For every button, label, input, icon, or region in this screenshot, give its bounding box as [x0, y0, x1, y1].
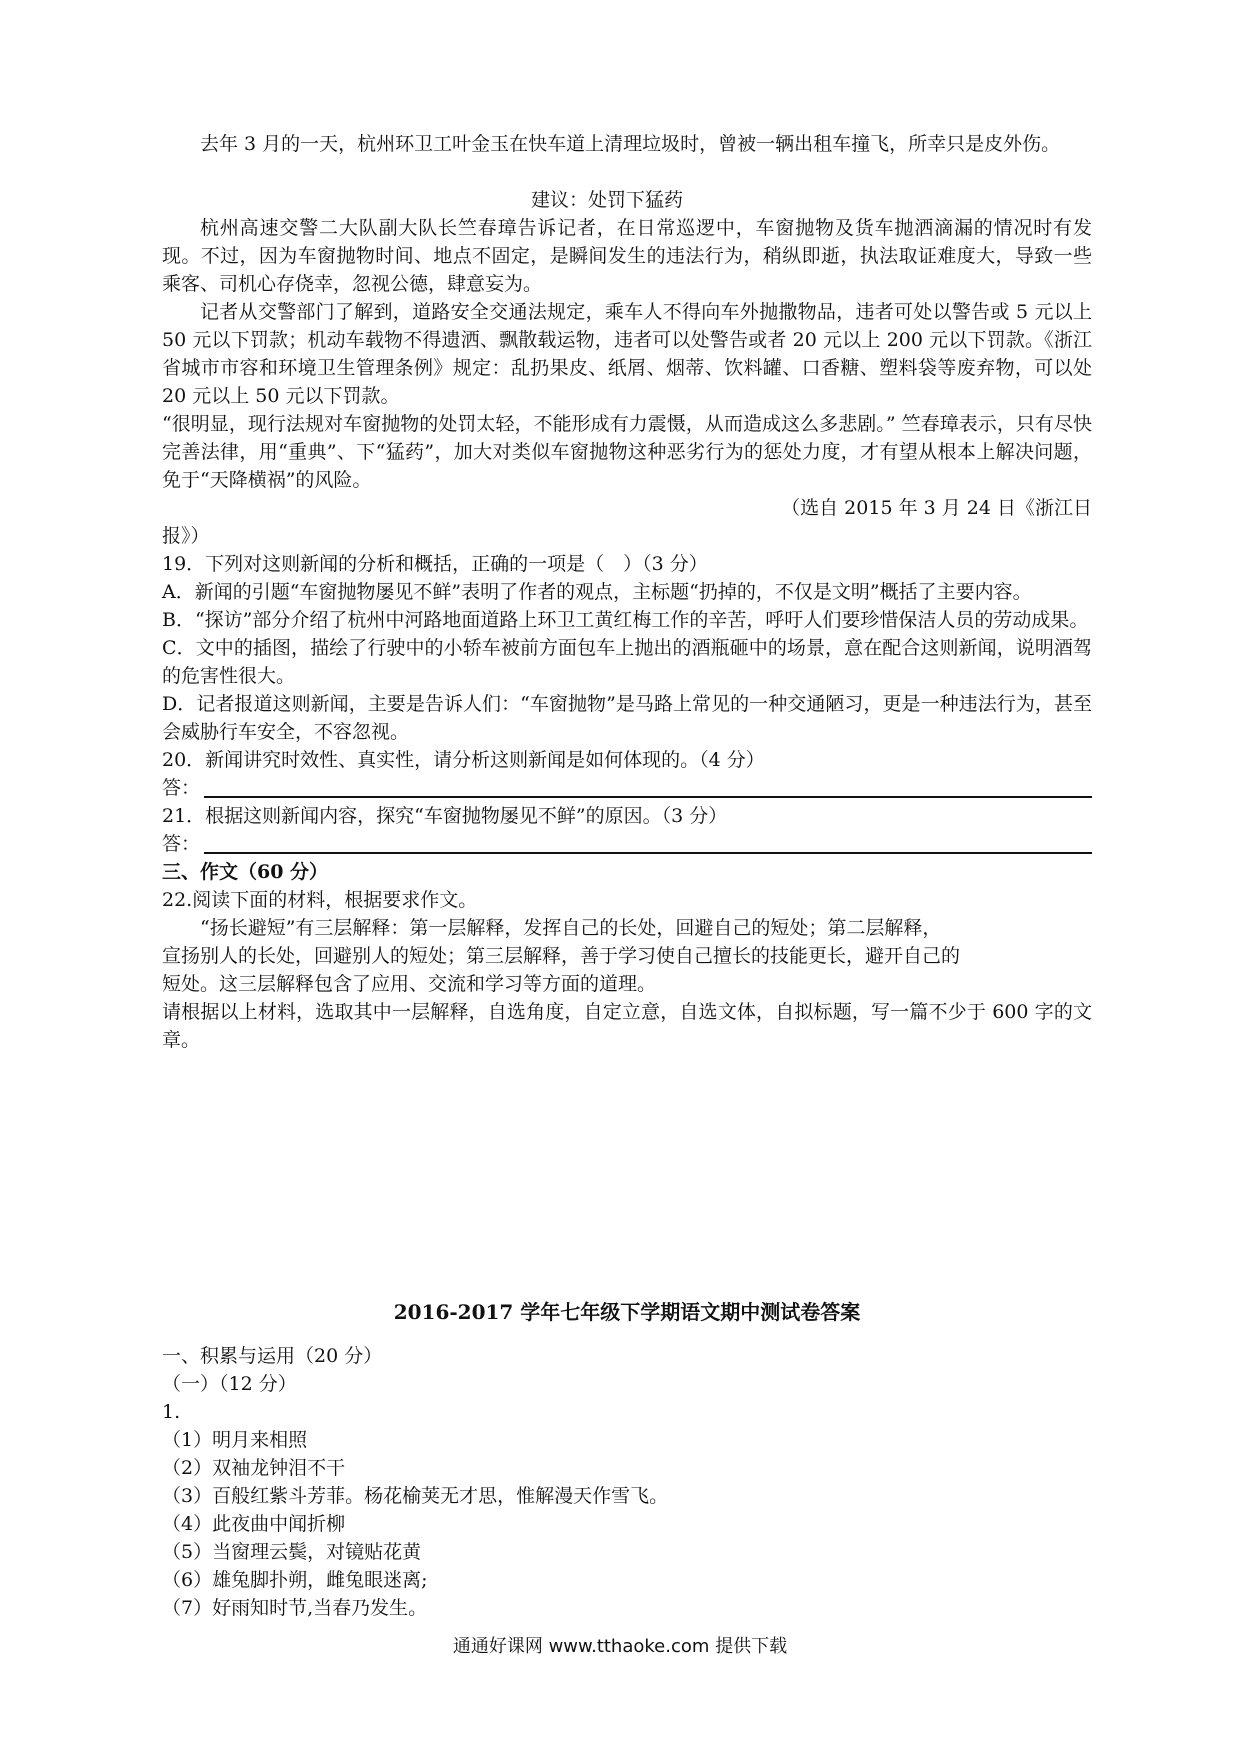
paragraph-3: “很明显，现行法规对车窗抛物的处罚太轻，不能形成有力震慑，从而造成这么多悲剧。” 竺春璋表示，只有尽快完善法律，用“重典”、下“猛药”，加大对类似车窗抛物这种恶劣行为的惩处力度，才有望从根本上解决问题，免于“天降横祸”的风险。 — [162, 413, 1092, 491]
source-line-2: 报》） — [162, 525, 210, 547]
answer-item: （5）当窗理云鬓，对镜贴花黄 — [162, 1541, 422, 1563]
material-line-1: “扬长避短”有三层解释：第一层解释，发挥自己的长处，回避自己的短处；第二层解释， — [200, 917, 942, 939]
answer-item: （1）明月来相照 — [162, 1429, 308, 1451]
answer-item: （4）此夜曲中闻折柳 — [162, 1513, 346, 1535]
question-19-option-b: B．“探访”部分介绍了杭州中河路地面道路上环卫工黄红梅工作的辛苦，呼吁人们要珍惜保洁人员的劳动成果。 — [162, 609, 1089, 631]
answer-rule — [204, 852, 1092, 854]
material-line-3: 短处。这三层解释包含了应用、交流和学习等方面的道理。 — [162, 973, 657, 995]
answer-line-21 — [162, 830, 1092, 858]
answers-part-1: 一、积累与运用（20 分） — [162, 1345, 383, 1367]
question-21: 21．根据这则新闻内容，探究“车窗抛物屡见不鲜”的原因。（3 分） — [162, 805, 728, 827]
section-heading: 建议：处罚下猛药 — [530, 189, 683, 211]
question-20: 20．新闻讲究时效性、真实性，请分析这则新闻是如何体现的。（4 分） — [162, 749, 765, 771]
answers-section — [162, 1342, 1092, 1622]
question-19-option-a: A．新闻的引题“车窗抛物屡见不鲜”表明了作者的观点，主标题“扔掉的，不仅是文明”概括了主要内容。 — [162, 581, 1032, 603]
answer-item: （2）双袖龙钟泪不干 — [162, 1457, 346, 1479]
answer-label: 答： — [162, 833, 201, 855]
material-line-2: 宣扬别人的长处，回避别人的短处；第三层解释，善于学习使自己擅长的技能更长，避开自己的 — [162, 945, 961, 967]
question-19: 19．下列对这则新闻的分析和概括，正确的一项是（ ）（3 分） — [162, 553, 708, 575]
paragraph-2: 记者从交警部门了解到，道路安全交通法规定，乘车人不得向车外抛撒物品，违者可处以警告或 5 元以上 50 元以下罚款；机动车载物不得遗洒、飘散载运物，违者可以处警告或者 20 元以上 200 元以下罚款。《浙江省城市市容和环境卫生管理条例》规定：乱扔果皮、纸屑、烟蒂、饮料罐、口香糖、塑料袋等废弃物，可以处 20 元以上 50 元以下罚款。 — [162, 301, 1092, 407]
essay-requirement: 请根据以上材料，选取其中一层解释，自选角度，自定立意，自选文体，自拟标题，写一篇不少于 600 字的文章。 — [162, 1001, 1092, 1051]
article-body — [162, 130, 1092, 1054]
answer-item: （6）雄兔脚扑朔，雌兔眼迷离; — [162, 1569, 428, 1591]
question-19-option-d: D．记者报道这则新闻，主要是告诉人们：“车窗抛物”是马路上常见的一种交通陋习，更是一种违法行为，甚至会威胁行车安全，不容忽视。 — [162, 693, 1092, 743]
answer-item: （3）百般红紫斗芳菲。杨花榆荚无才思，惟解漫天作雪飞。 — [162, 1485, 669, 1507]
answer-item: （7）好雨知时节,当春乃发生。 — [162, 1597, 428, 1619]
paragraph-1: 杭州高速交警二大队副大队长竺春璋告诉记者，在日常巡逻中，车窗抛物及货车抛洒滴漏的情况时有发现。不过，因为车窗抛物时间、地点不固定，是瞬间发生的违法行为，稍纵即逝，执法取证难度大，导致一些乘客、司机心存侥幸，忽视公德，肆意妄为。 — [162, 217, 1092, 295]
answer-line-20 — [162, 774, 1092, 802]
answers-subpart-1: （一）（12 分） — [162, 1373, 297, 1395]
question-22: 22.阅读下面的材料，根据要求作文。 — [162, 889, 478, 911]
answers-title: 2016-2017 学年七年级下学期语文期中测试卷答案 — [393, 1300, 861, 1324]
answers-q1: 1. — [162, 1401, 181, 1423]
page-footer: 通通好课网 www.tthaoke.com 提供下载 — [452, 1636, 788, 1657]
section-3-heading: 三、作文（60 分） — [162, 861, 329, 883]
answer-label: 答： — [162, 777, 201, 799]
question-19-option-c: C．文中的插图，描绘了行驶中的小轿车被前方面包车上抛出的酒瓶砸中的场景，意在配合这则新闻，说明酒驾的危害性很大。 — [162, 637, 1092, 687]
answer-rule — [204, 796, 1092, 798]
source-line-1: （选自 2015 年 3 月 24 日《浙江日 — [781, 497, 1092, 519]
intro-paragraph: 去年 3 月的一天，杭州环卫工叶金玉在快车道上清理垃圾时，曾被一辆出租车撞飞，所幸只是皮外伤。 — [200, 133, 1061, 155]
